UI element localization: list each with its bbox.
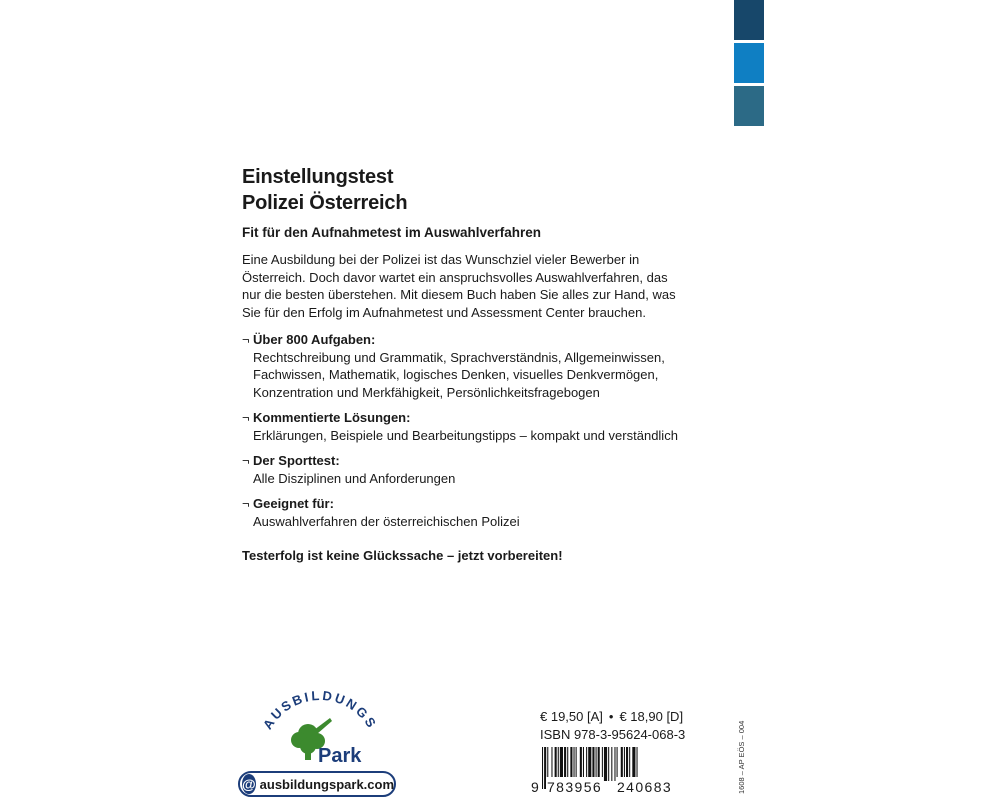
bullet-mark: ¬: [242, 453, 250, 468]
feature-description: [242, 349, 682, 402]
feature-heading: Der Sporttest:: [253, 453, 340, 468]
feature-description: [242, 427, 682, 445]
color-stripes: [734, 0, 764, 126]
feature-heading-row: [242, 495, 682, 513]
stripe-bright-blue: [734, 43, 764, 83]
barcode-bar: [583, 747, 584, 781]
back-cover-text: [242, 164, 682, 565]
barcode-bar: [614, 747, 615, 781]
barcode-bar: [617, 747, 618, 781]
print-code: 1608 – AP EÖS – 004: [737, 720, 746, 794]
barcode-first-digit: 9: [531, 779, 541, 795]
feature-description: [242, 513, 682, 531]
barcode-bar: [551, 747, 552, 781]
barcode-digits: [530, 777, 690, 797]
stripe-teal: [734, 86, 764, 126]
barcode-bar: [602, 747, 603, 781]
stripe-dark-blue: [734, 0, 764, 40]
feature-heading: Kommentierte Lösungen:: [253, 410, 411, 425]
closing-slogan: Testerfolg ist keine Glückssache – jetzt vorbereiten!: [242, 548, 563, 563]
feature-heading-row: [242, 409, 682, 427]
feature-line: Alle Disziplinen und Anforderungen: [253, 470, 456, 486]
barcode-bar: [637, 747, 638, 781]
feature-line: Erklärungen, Beispiele und Bearbeitungstipps – kompakt und verständlich: [253, 427, 678, 443]
feature-line: Auswahlverfahren der österreichischen Polizei: [253, 513, 520, 529]
barcode-bar: [580, 747, 582, 781]
barcode-bar: [560, 747, 563, 781]
feature-item: [242, 409, 682, 444]
intro-line: nur die besten überstehen. Mit diesem Buch haben Sie alles zur Hand, was: [242, 287, 676, 302]
feature-item: [242, 452, 682, 487]
feature-heading: Geeignet für:: [253, 496, 334, 511]
feature-heading: Über 800 Aufgaben:: [253, 332, 376, 347]
feature-line: Fachwissen, Mathematik, logisches Denken, visuelles Denkvermögen,: [253, 367, 659, 382]
price-germany: € 18,90 [D]: [619, 709, 684, 724]
barcode-bar: [604, 747, 607, 781]
feature-line: Konzentration und Merkfähigkeit, Persönlichkeitsfragebogen: [253, 384, 600, 400]
isbn-number: ISBN 978-3-95624-068-3: [540, 727, 686, 742]
feature-heading-row: [242, 452, 682, 470]
barcode-bar: [576, 747, 577, 781]
barcode-bar: [564, 747, 566, 781]
bullet-mark: ¬: [242, 410, 250, 425]
feature-description: [242, 470, 682, 488]
title-line-1: Einstellungstest: [242, 166, 394, 188]
barcode-bar: [558, 747, 559, 781]
intro-paragraph: [242, 251, 682, 321]
ausbildungspark-logo: [250, 690, 390, 770]
logo-arc-text: AUSBILDUNGS: [259, 690, 381, 733]
website-url[interactable]: ausbildungspark.com: [259, 776, 395, 792]
bullet-mark: ¬: [242, 496, 250, 511]
price-line: [540, 708, 683, 726]
barcode-bar: [586, 747, 587, 781]
logo-park-word: Park: [318, 745, 362, 767]
feature-heading-row: [242, 331, 682, 349]
barcode-bar: [608, 747, 609, 781]
intro-line: Eine Ausbildung bei der Polizei ist das Wunschziel vieler Bewerber in: [242, 252, 640, 267]
barcode-bar: [611, 747, 612, 781]
price-austria: € 19,50 [A]: [540, 709, 603, 724]
barcode-bar: [621, 747, 623, 781]
price-separator: •: [608, 709, 614, 724]
title-line-2: Polizei Österreich: [242, 192, 408, 214]
barcode-group-1: 783956: [547, 779, 603, 795]
barcode-bar: [567, 747, 568, 781]
feature-item: [242, 331, 682, 401]
barcode-bar: [555, 747, 557, 781]
barcode-bar: [598, 747, 600, 781]
intro-line: Österreich. Doch davor wartet ein anspruchsvolles Auswahlverfahren, das: [242, 269, 668, 285]
barcode-bar: [626, 747, 628, 781]
at-icon: @: [242, 776, 256, 792]
feature-list: [242, 331, 682, 530]
bullet-mark: ¬: [242, 332, 250, 347]
book-title: [242, 164, 682, 216]
intro-line: Sie für den Erfolg im Aufnahmetest und Assessment Center brauchen.: [242, 304, 646, 320]
website-link[interactable]: [238, 771, 396, 797]
barcode-bar: [624, 747, 625, 781]
barcode-group-2: 240683: [617, 779, 673, 795]
feature-item: [242, 495, 682, 530]
subtitle: Fit für den Aufnahmetest im Auswahlverfahren: [242, 225, 542, 240]
barcode-bar: [570, 747, 572, 781]
barcode-bar: [596, 747, 597, 781]
barcode-bar: [547, 747, 548, 781]
barcode-bar: [574, 747, 575, 781]
barcode-bar: [629, 747, 630, 781]
barcode-bar: [632, 747, 635, 781]
feature-line: Rechtschreibung und Grammatik, Sprachverständnis, Allgemeinwissen,: [253, 349, 665, 365]
